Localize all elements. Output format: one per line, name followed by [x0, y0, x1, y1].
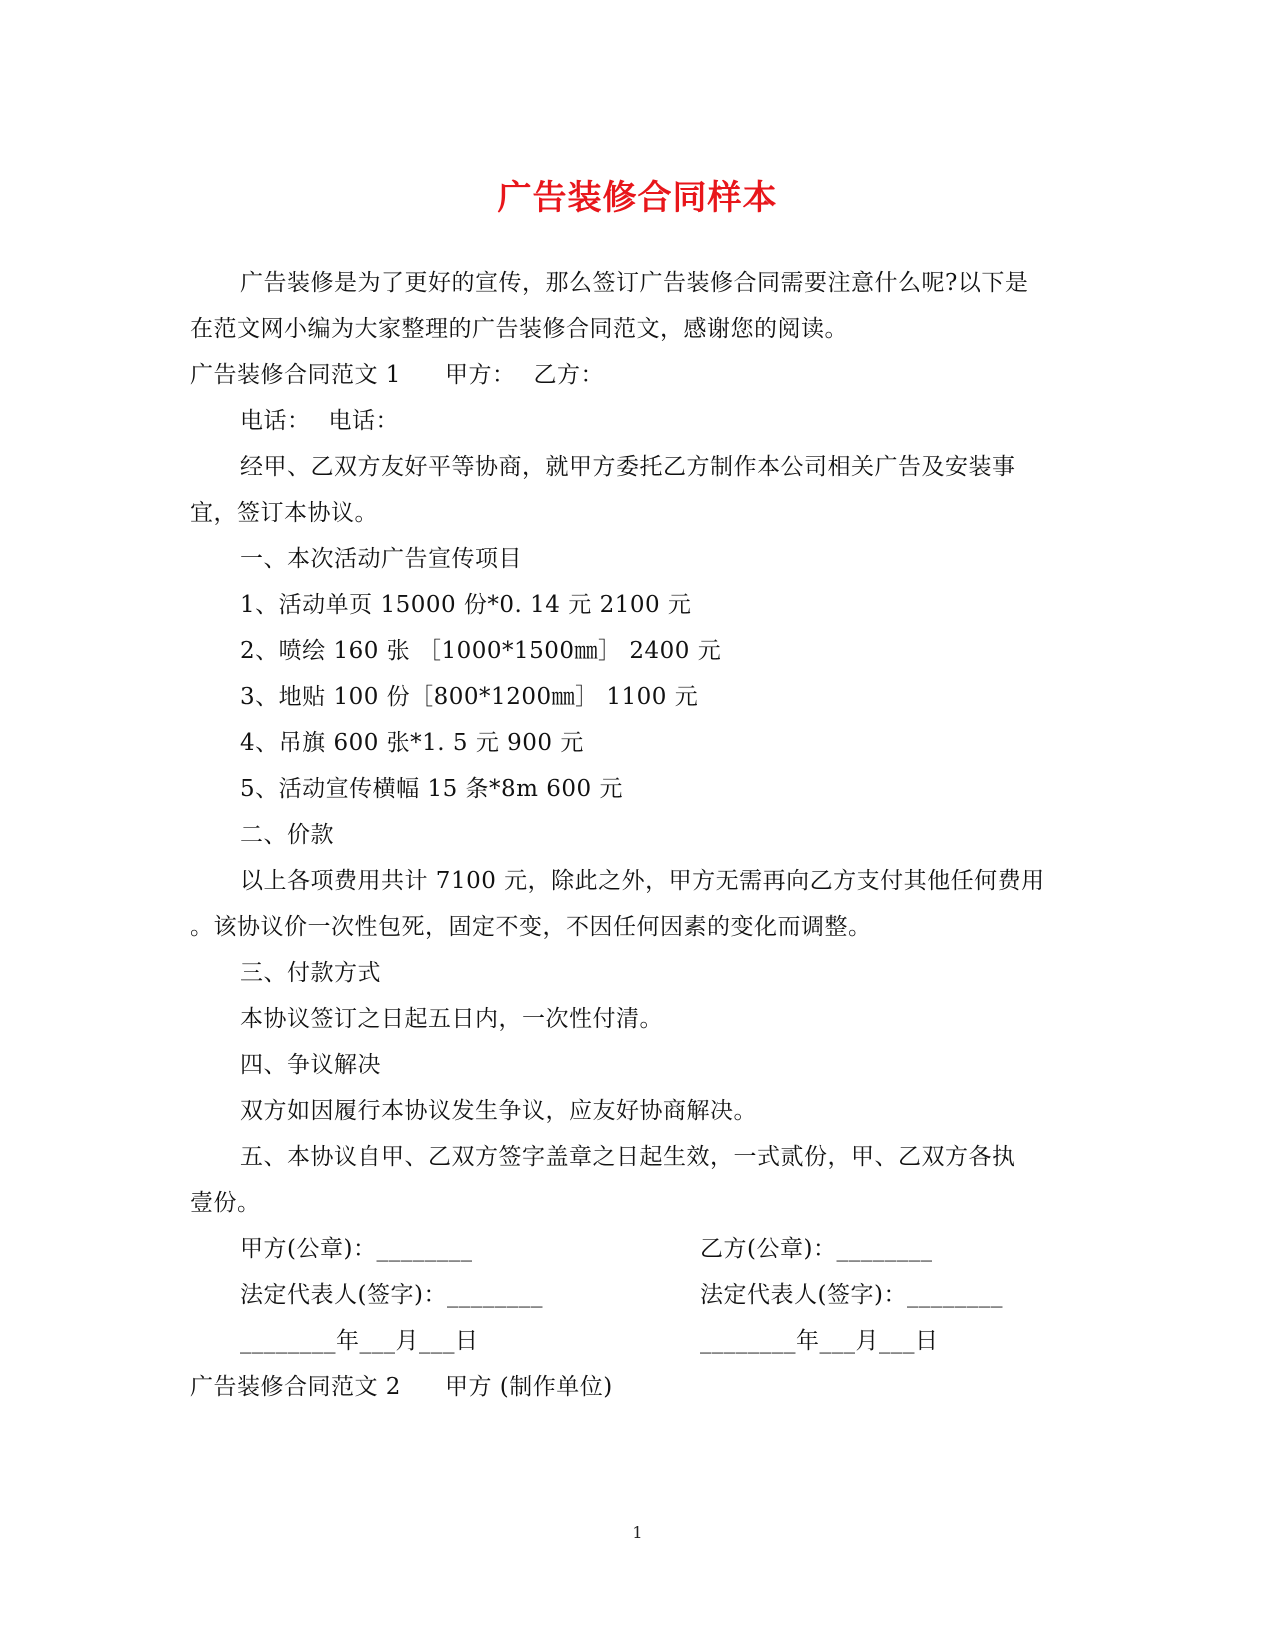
party-a-label: 甲方：	[444, 362, 516, 388]
sign-b-seal: 乙方(公章)：________	[700, 1236, 933, 1262]
item-1: 1、活动单页 15000 份*0. 14 元 2100 元	[240, 592, 692, 618]
sign-a-seal: 甲方(公章)：________	[240, 1236, 473, 1262]
sign-b-representative: 法定代表人(签字)：________	[700, 1282, 1003, 1308]
item-2: 2、喷绘 160 张 ［1000*1500㎜］ 2400 元	[240, 638, 722, 664]
page-number: 1	[632, 1523, 643, 1542]
phone-line	[240, 406, 399, 436]
section4-heading: 四、争议解决	[240, 1052, 381, 1078]
price-line-2: 。该协议价一次性包死，固定不变，不因任何因素的变化而调整。	[190, 914, 872, 940]
sample2-heading: 广告装修合同范文 2	[190, 1374, 401, 1400]
section5-line-2: 壹份。	[190, 1190, 261, 1216]
section3-heading: 三、付款方式	[240, 960, 381, 986]
intro-line-1: 广告装修是为了更好的宣传，那么签订广告装修合同需要注意什么呢?以下是	[240, 270, 1029, 296]
sample1-header-line	[190, 360, 604, 390]
sign-a-date: ________年___月___日	[240, 1328, 479, 1354]
sample2-party-a: 甲方 (制作单位)	[444, 1374, 613, 1400]
document-title: 广告装修合同样本	[497, 178, 778, 218]
intro-line-2: 在范文网小编为大家整理的广告装修合同范文，感谢您的阅读。	[190, 316, 848, 342]
sample2-header-line	[190, 1372, 613, 1402]
sign-a-representative: 法定代表人(签字)：________	[240, 1282, 543, 1308]
item-5: 5、活动宣传横幅 15 条*8m 600 元	[240, 776, 623, 802]
agreement-line-2: 宜，签订本协议。	[190, 500, 378, 526]
agreement-line-1: 经甲、乙双方友好平等协商，就甲方委托乙方制作本公司相关广告及安装事	[240, 454, 1016, 480]
section2-heading: 二、价款	[240, 822, 334, 848]
section1-heading: 一、本次活动广告宣传项目	[240, 546, 522, 572]
phone-b-label: 电话：	[328, 408, 399, 434]
section5-line-1: 五、本协议自甲、乙双方签字盖章之日起生效，一式贰份，甲、乙双方各执	[240, 1144, 1016, 1170]
price-line-1: 以上各项费用共计 7100 元，除此之外，甲方无需再向乙方支付其他任何费用	[240, 868, 1045, 894]
item-3: 3、地贴 100 份［800*1200㎜］ 1100 元	[240, 684, 699, 710]
sample1-heading: 广告装修合同范文 1	[190, 362, 401, 388]
sign-b-date: ________年___月___日	[700, 1328, 939, 1354]
dispute-text: 双方如因履行本协议发生争议，应友好协商解决。	[240, 1098, 757, 1124]
item-4: 4、吊旗 600 张*1. 5 元 900 元	[240, 730, 584, 756]
payment-text: 本协议签订之日起五日内，一次性付清。	[240, 1006, 663, 1032]
phone-a-label: 电话：	[240, 408, 311, 434]
party-b-label: 乙方：	[533, 362, 604, 388]
